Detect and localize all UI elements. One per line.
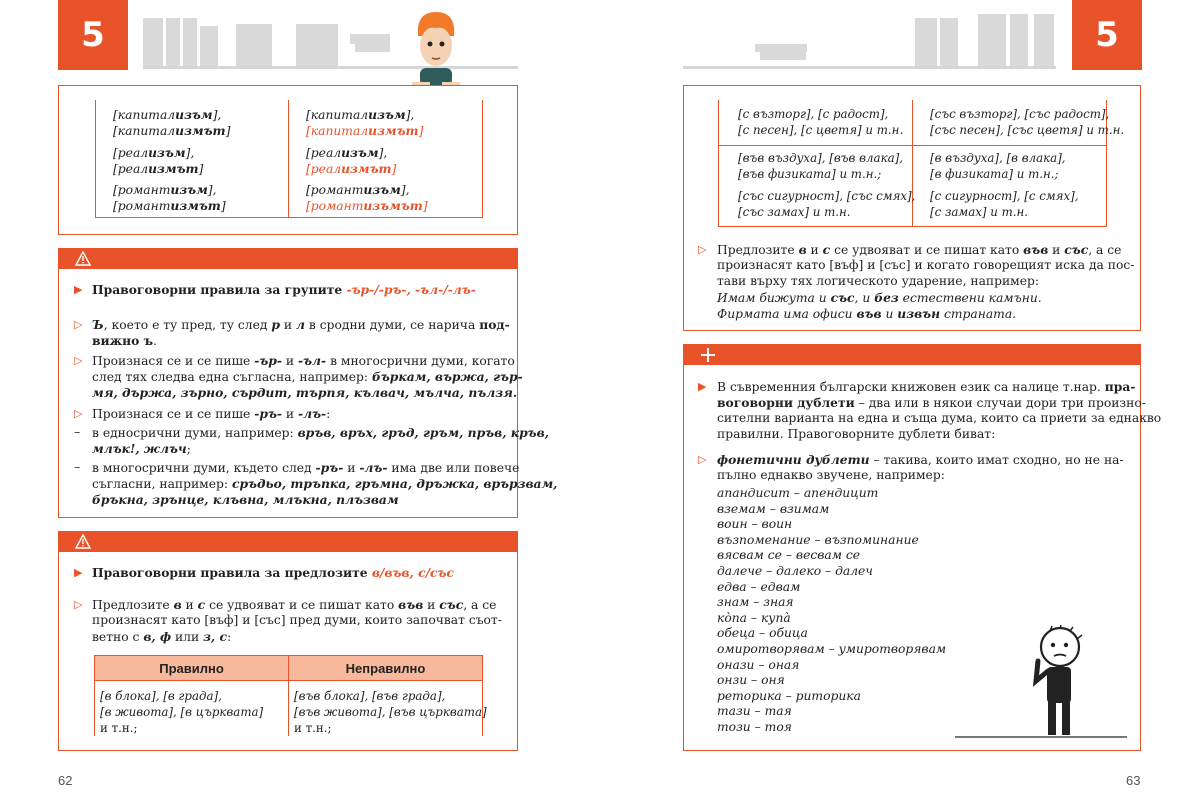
example-text: Имам бижута и със, и без естествени камъни. [717,290,1042,305]
bullet-outline-icon: ▷ [74,407,83,420]
rule-text: в едносрични думи, например: връв, връх, гръд, гръм, пръв, кръв, [92,425,549,440]
rule-text: произнасят като [въф] и [със] и когато говорещият иска да пос- [717,258,1135,272]
table-row: [романтизъм], [306,182,410,197]
rule-text: Произнася се и се пише -ър- и -ъл- в многосрични думи, когато [92,353,515,368]
table-row: [със песен], [със цветя] и т.н. [930,123,1125,137]
list-item: знам – зная [717,595,794,610]
list-item: вземам – взимам [717,501,830,516]
list-item: далече – далеко – далеч [717,564,873,578]
table-row: [в блока], [в града], [100,689,222,703]
table-header-correct: Правилно [94,655,289,681]
rule-text: мя, държа, зърно, сърдит, търпя, кълвач, мълча, пълзя. [92,385,518,400]
rule-text: в многосрични думи, където след -ръ- и -лъ- има две или повече [92,460,520,475]
table-row: [с замах] и т.н. [930,205,1029,219]
list-item: вясвам се – весвам се [717,548,860,563]
rule-text: В съвременния български книжовен език са налице т.нар. пра- [717,379,1136,394]
dash-marker: – [74,425,81,439]
bullet-outline-icon: ▷ [74,318,83,331]
rule-text: бръкна, зрънце, клъвна, млъкна, плъзвам [92,492,399,507]
table-row: [капитализъм], [113,107,222,122]
warning-icon [75,534,91,549]
bullet-filled-icon: ▶ [74,566,83,579]
table-row: [капитализъм], [306,107,415,122]
rule-heading: Правоговорни правила за групите -ър-/-ръ-, -ъл-/-лъ- [92,282,476,297]
list-item: тази – тая [717,704,792,719]
table-row-incorrect: [романтизъмът] [306,198,428,213]
list-item: възпоменание – възпоминание [717,532,919,547]
table-row-incorrect: [капитализмът] [306,123,424,138]
table-row: и т.н.; [294,721,332,735]
ground-line [955,736,1127,738]
table-row: [със възторг], [със радост], [930,107,1110,121]
example-text: Фирмата има офиси във и извън страната. [717,306,1017,321]
table-row: [в въздуха], [в влака], [930,151,1066,165]
rule-text: ветно с в, ф или з, с: [92,629,232,644]
chapter-badge-right [1072,0,1142,70]
bullet-filled-icon: ▶ [74,283,83,296]
rule-text: млък!, жлъч; [92,441,191,456]
rule-text: пълно еднакво звучене, например: [717,468,945,482]
list-item: онзи – оня [717,673,785,688]
chapter-number: 5 [1095,15,1119,55]
dash-marker: – [74,460,81,474]
rule-text: воговорни дублети – два или в някои случаи дори три произно- [717,395,1146,410]
table-row: [реализъм], [306,145,388,160]
list-item: реторика – риторика [717,688,861,703]
table-row: [с възторг], [с радост], [738,107,889,121]
table-row: [във физиката] и т.н.; [738,167,882,181]
table-header-incorrect: Неправилно [288,655,483,681]
rule-text: Произнася се и се пише -ръ- и -лъ-: [92,406,331,421]
table-row: [във блока], [във града], [294,689,446,703]
rule-text: правилни. Правоговорните дублети биват: [717,427,996,441]
rule-text: съгласни, например: сръдьо, тръпка, гръмна, дръжка, врързвам, [92,476,558,491]
table-row: [капитализмът] [113,123,231,138]
bullet-outline-icon: ▷ [698,243,707,256]
table-row-incorrect: [реализмът] [306,161,397,176]
table-row: [с песен], [с цветя] и т.н. [738,123,904,137]
list-item: кòпа – купà [717,610,791,625]
bullet-outline-icon: ▷ [74,598,83,611]
table-row: [в физиката] и т.н.; [930,167,1059,181]
rule-text: тави върху тях логическото ударение, например: [717,274,1040,288]
table-row: [със сигурност], [със смях], [738,189,916,203]
table-row: [романтизъм], [113,182,217,197]
bullet-outline-icon: ▷ [74,354,83,367]
table-row: [реализъм], [113,145,195,160]
list-item: обеца – обица [717,626,808,641]
table-row: [реализмът] [113,161,204,176]
list-item: този – тоя [717,720,792,734]
table-row: [във живота], [във църквата] [294,705,487,719]
table-row: [романтизмът] [113,198,226,213]
bullet-filled-icon: ▶ [698,380,707,393]
rule-text: Предлозите в и с се удвояват и се пишат като във и със, а се [92,597,497,612]
thinking-figure-illustration [1020,625,1092,737]
rule-text: сителни варианта на една и съща дума, които са приети за еднакво [717,411,1162,425]
plus-icon [700,347,716,363]
table-row: [със замах] и т.н. [738,205,851,219]
chapter-badge-left [58,0,128,70]
list-item: апандисит – апендицит [717,486,879,500]
page-number-left: 62 [58,773,73,788]
warning-icon [75,251,91,266]
rule-text: произнасят като [въф] и [със] пред думи, които започват съот- [92,613,502,627]
rule-text: Предлозите в и с се удвояват и се пишат като във и със, а се [717,242,1122,257]
rule-text: Ъ, което е ту пред, ту след р и л в сродни думи, се нарича под- [92,317,510,332]
rule-text: след тях следва една съгласна, например: бъркам, вържа, гър- [92,369,523,384]
table-row: [в живота], [в църквата] [100,705,264,719]
page-number-right: 63 [1126,773,1141,788]
chapter-number: 5 [81,15,105,55]
list-item: онази – оная [717,657,800,672]
rule-heading: Правоговорни правила за предлозите в/във, с/със [92,565,454,580]
table-row: и т.н.; [100,721,138,735]
list-item: едва – едвам [717,579,801,594]
rule-text: фонетични дублети – такива, които имат сходно, но не на- [717,452,1124,467]
list-item: омиротворявам – умиротворявам [717,642,947,656]
boy-illustration [408,6,464,86]
table-row: [във въздуха], [във влака], [738,151,904,165]
table-row: [с сигурност], [с смях], [930,189,1079,203]
list-item: воин – воин [717,517,793,532]
rule-text: вижно ъ. [92,333,157,348]
bullet-outline-icon: ▷ [698,453,707,466]
